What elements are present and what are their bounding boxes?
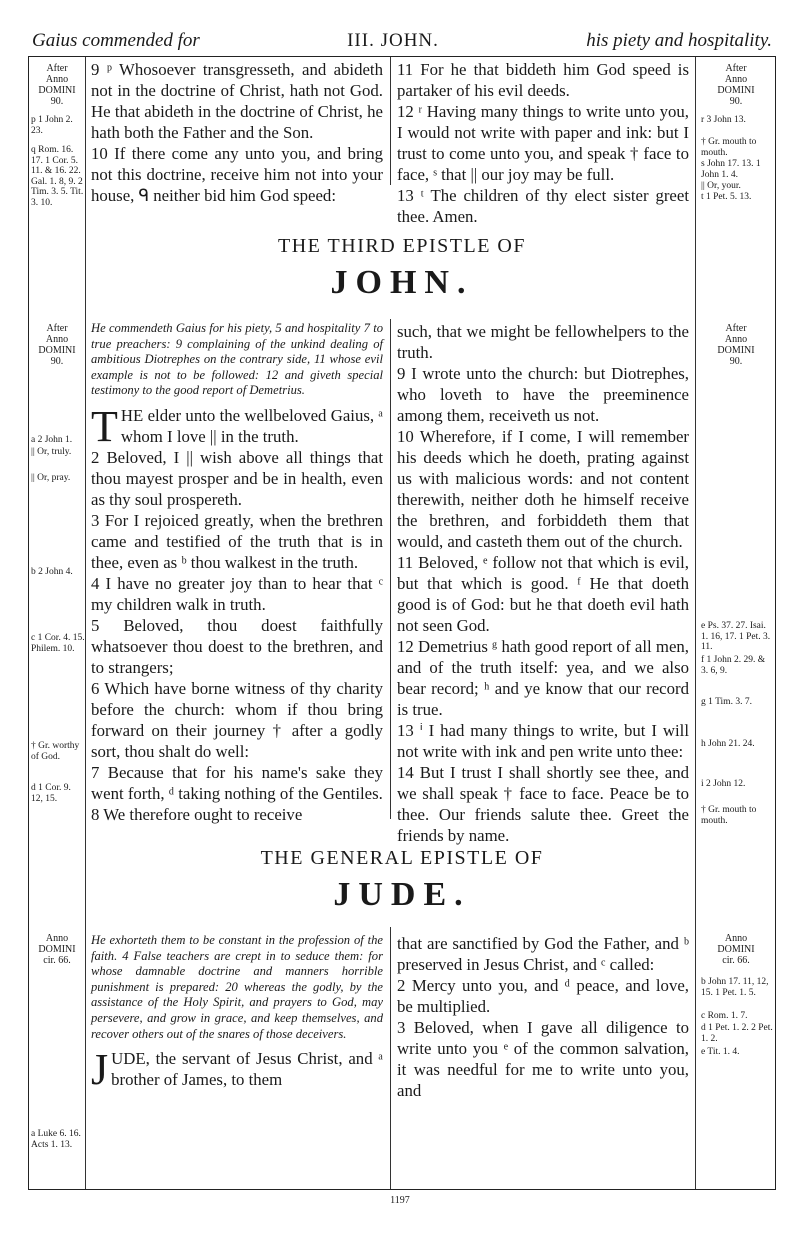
verse-1 [91, 1045, 383, 1095]
drop-cap: J [91, 1045, 109, 1095]
era-anno: Anno [45, 933, 69, 944]
era-year: 90. [50, 96, 64, 107]
era-domini: DOMINI [38, 345, 76, 356]
margin-note: f 1 John 2. 29. & 3. 6, 9. [701, 655, 766, 676]
verse: 10 If there come any unto you, and bring not this doctrine, receive him not into your house, ᑫ neither bid him God speed: [91, 144, 383, 205]
verse: 4 I have no greater joy than to hear that ᶜ my children walk in truth. [91, 573, 383, 614]
margin-note: r 3 John 13. [701, 115, 746, 125]
left-era-jude [29, 933, 85, 966]
header-right: his piety and hospitality. [586, 30, 772, 51]
margin-note: † Gr. worthy of God. [31, 741, 80, 762]
header-center: III. JOHN. [347, 30, 439, 51]
margin-note: b 2 John 4. [31, 567, 73, 577]
era-anno: Anno [724, 933, 748, 944]
verse: 11 Beloved, ᵉ follow not that which is evil, but that which is good. ᶠ He that doeth good is of God: but he that doeth evil hath not seen God. [397, 553, 689, 635]
margin-note: p 1 John 2. 23. [31, 115, 73, 136]
verse: 10 Wherefore, if I come, I will remember his deeds which he doeth, prating against us with malicious words: and not content therewith, neither doth he himself receive the brethren, and forbiddeth them that would, and casteth them out of the church. [397, 427, 689, 551]
margin-note: t 1 Pet. 5. 13. [701, 192, 752, 202]
verse: such, that we might be fellowhelpers to the truth. [397, 322, 689, 362]
margin-note: d 1 Cor. 9. 12, 15. [31, 783, 71, 804]
margin-note: || Or, pray. [31, 473, 71, 483]
verse: 3 For I rejoiced greatly, when the brethren came and testified of the truth that is in thee, even as ᵇ thou walkest in the truth. [91, 510, 383, 572]
page-number: 1197 [390, 1195, 410, 1206]
era-anno: Anno [45, 334, 69, 345]
verse-1-text: HE elder unto the wellbeloved Gaius, ᵃ whom I love || in the truth. [120, 405, 383, 446]
margin-note: s John 17. 13. 1 John 1. 4. [701, 159, 761, 180]
margin-note: h John 21. 24. [701, 739, 755, 749]
verse: 6 Which have borne witness of thy charity before the church: whom if thou bring forward on their journey † after a godly sort, thou shalt do well: [91, 678, 383, 761]
title-line2: JUDE. [333, 876, 471, 913]
drop-cap: T [91, 401, 118, 451]
verse: 5 Beloved, thou doest faithfully whatsoever thou doest to the brethren, and to strangers; [91, 615, 383, 677]
era-anno: Anno [45, 74, 69, 85]
book-title-3-john [29, 235, 775, 302]
verse: 3 Beloved, when I gave all diligence to write unto you ᵉ of the common salvation, it was needful for me to write unto you, and [397, 1018, 689, 1100]
margin-note: i 2 John 12. [701, 779, 746, 789]
text-column-jude-right [397, 933, 689, 1101]
margin-note: q Rom. 16. 17. 1 Cor. 5. 11. & 16. 22. Gal. 1. 8, 9. 2 Tim. 3. 5. Tit. 3. 10. [31, 145, 84, 208]
column-rule-top [390, 57, 391, 185]
header-left: Gaius commended for [32, 30, 200, 51]
text-column-john-right [397, 321, 689, 846]
column-rule-john [390, 319, 391, 819]
era-domini: DOMINI [38, 85, 76, 96]
era-year: cir. 66. [43, 955, 71, 966]
running-header [28, 30, 776, 57]
verse: 9 I wrote unto the church: but Diotrephes, who loveth to have the preeminence among them, receiveth us not. [397, 364, 689, 425]
book-title-jude [29, 847, 775, 914]
text-column-top-left [91, 59, 383, 206]
era-year: 90. [729, 356, 743, 367]
left-era-top [29, 63, 85, 107]
verse: 9 ᵖ Whosoever transgresseth, and abideth not in the doctrine of Christ, hath not God. He that abideth in the doctrine of Christ, he hath both the Father and the Son. [91, 60, 383, 142]
left-era-john [29, 323, 85, 367]
title-line2: JOHN. [330, 264, 474, 301]
margin-note: a 2 John 1. [31, 435, 73, 445]
chapter-summary: He commendeth Gaius for his piety, 5 and hospitality 7 to true preachers: 9 complaining of the unkind dealing of ambitious Diotrephes on the contrary side, 11 whose evil example is not to be followed: 12 and giveth special testimony to the good report of Demetrius. [91, 321, 383, 398]
era-domini: DOMINI [717, 85, 755, 96]
era-domini: DOMINI [38, 944, 76, 955]
text-frame [28, 57, 776, 1190]
era-year: 90. [729, 96, 743, 107]
text-column-jude-left [91, 933, 383, 1095]
column-rule-jude [390, 927, 391, 1189]
verse-1 [91, 401, 383, 451]
right-era-top [697, 63, 775, 107]
verse: 12 Demetrius ᵍ hath good report of all men, and of the truth itself: yea, and we also bear record; ʰ and ye know that our record is true. [397, 637, 689, 719]
era-year: cir. 66. [722, 955, 750, 966]
verse: that are sanctified by God the Father, and ᵇ preserved in Jesus Christ, and ᶜ called: [397, 934, 689, 974]
right-era-john [697, 323, 775, 367]
margin-note: || Or, truly. [31, 447, 72, 457]
verse: 11 For he that biddeth him God speed is partaker of his evil deeds. [397, 60, 689, 100]
verse: 2 Mercy unto you, and ᵈ peace, and love, be multiplied. [397, 976, 689, 1016]
verse: 7 Because that for his name's sake they went forth, ᵈ taking nothing of the Gentiles. [91, 762, 383, 803]
margin-note: c Rom. 1. 7. [701, 1011, 748, 1021]
era-after: After [725, 63, 747, 74]
margin-note: e Tit. 1. 4. [701, 1047, 740, 1057]
margin-note: c 1 Cor. 4. 15. Philem. 10. [31, 633, 85, 654]
bible-page [28, 30, 776, 1190]
text-column-john-left [91, 321, 383, 825]
text-column-top-right [397, 59, 689, 227]
era-anno: Anno [724, 334, 748, 345]
margin-note: e Ps. 37. 27. Isai. 1. 16, 17. 1 Pet. 3. 11. [701, 621, 771, 652]
era-domini: DOMINI [717, 944, 755, 955]
margin-note: d 1 Pet. 1. 2. 2 Pet. 1. 2. [701, 1023, 773, 1044]
verse: 12 ʳ Having many things to write unto you, I would not write with paper and ink: but I trust to come unto you, and speak † face to face, ˢ that || our joy may be full. [397, 102, 689, 184]
right-era-jude [697, 933, 775, 966]
title-line1: THE GENERAL EPISTLE OF [260, 847, 544, 869]
title-line1: THE THIRD EPISTLE OF [278, 235, 526, 257]
era-year: 90. [50, 356, 64, 367]
margin-note: g 1 Tim. 3. 7. [701, 697, 752, 707]
margin-note: a Luke 6. 16. Acts 1. 13. [31, 1129, 81, 1150]
left-margin-rule [85, 57, 86, 1189]
margin-note: † Gr. mouth to mouth. [701, 137, 757, 158]
verse-1-text: UDE, the servant of Jesus Christ, and ᵃ brother of James, to them [111, 1049, 383, 1090]
chapter-summary: He exhorteth them to be constant in the profession of the faith. 4 False teachers are crept in to seduce them: for whose damnable doctrine and manners horrible punishment is prepared: 20 whereas the godly, by the assistance of the Holy Spirit, and prayers to God, may persevere, and grow in grace, and keep themselves, and recover others out of the snares of those deceivers. [91, 933, 383, 1041]
era-domini: DOMINI [717, 345, 755, 356]
verse: 2 Beloved, I || wish above all things that thou mayest prosper and be in health, even as thy soul prospereth. [91, 447, 383, 509]
verse: 8 We therefore ought to receive [91, 804, 303, 824]
verse: 13 ⁱ I had many things to write, but I will not write with ink and pen write unto thee: [397, 721, 689, 761]
margin-note: † Gr. mouth to mouth. [701, 805, 757, 826]
era-after: After [46, 63, 68, 74]
era-anno: Anno [724, 74, 748, 85]
verse: 14 But I trust I shall shortly see thee, and we shall speak † face to face. Peace be to thee. Our friends salute thee. Greet the friends by name. [397, 763, 689, 845]
margin-note: b John 17. 11, 12, 15. 1 Pet. 1. 5. [701, 977, 769, 998]
era-after: After [46, 323, 68, 334]
era-after: After [725, 323, 747, 334]
right-margin-rule [695, 57, 696, 1189]
verse: 13 ᵗ The children of thy elect sister greet thee. Amen. [397, 186, 689, 226]
margin-note: || Or, your. [701, 181, 741, 191]
